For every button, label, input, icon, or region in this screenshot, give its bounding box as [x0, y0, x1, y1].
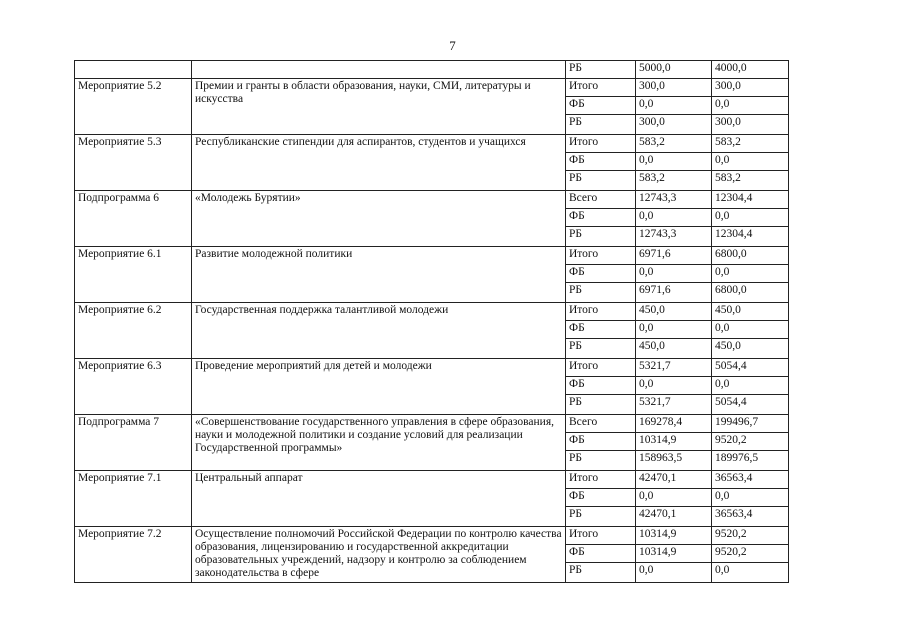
amount-cell-1: 450,0 — [636, 339, 712, 359]
amount-cell-2: 0,0 — [712, 209, 789, 227]
funding-source-cell: Итого — [566, 135, 636, 153]
amount-cell-2: 0,0 — [712, 321, 789, 339]
budget-table — [74, 60, 789, 583]
item-description-cell — [192, 61, 566, 79]
amount-cell-2: 5054,4 — [712, 359, 789, 377]
funding-source-cell: ФБ — [566, 209, 636, 227]
funding-source-cell: ФБ — [566, 489, 636, 507]
funding-source-cell: РБ — [566, 115, 636, 135]
item-description-cell: Проведение мероприятий для детей и молодежи — [192, 359, 566, 415]
item-name-cell: Мероприятие 6.3 — [75, 359, 192, 415]
table-row — [75, 191, 789, 209]
amount-cell-2: 5054,4 — [712, 395, 789, 415]
amount-cell-2: 0,0 — [712, 265, 789, 283]
item-description-cell: Государственная поддержка талантливой молодежи — [192, 303, 566, 359]
funding-source-cell: Итого — [566, 247, 636, 265]
funding-source-cell: Итого — [566, 359, 636, 377]
amount-cell-1: 583,2 — [636, 171, 712, 191]
amount-cell-1: 0,0 — [636, 377, 712, 395]
amount-cell-1: 300,0 — [636, 115, 712, 135]
funding-source-cell: Всего — [566, 191, 636, 209]
funding-source-cell: ФБ — [566, 433, 636, 451]
amount-cell-2: 12304,4 — [712, 191, 789, 209]
amount-cell-1: 10314,9 — [636, 433, 712, 451]
amount-cell-2: 9520,2 — [712, 527, 789, 545]
amount-cell-1: 5321,7 — [636, 359, 712, 377]
table-row — [75, 471, 789, 489]
amount-cell-2: 300,0 — [712, 115, 789, 135]
item-name-cell: Подпрограмма 6 — [75, 191, 192, 247]
table-row — [75, 527, 789, 545]
amount-cell-1: 0,0 — [636, 563, 712, 583]
funding-source-cell: Итого — [566, 527, 636, 545]
funding-source-cell: Итого — [566, 79, 636, 97]
amount-cell-1: 42470,1 — [636, 507, 712, 527]
amount-cell-1: 0,0 — [636, 321, 712, 339]
item-description-cell: Центральный аппарат — [192, 471, 566, 527]
item-name-cell: Мероприятие 7.1 — [75, 471, 192, 527]
item-description-cell: Республиканские стипендии для аспирантов, студентов и учащихся — [192, 135, 566, 191]
funding-source-cell: ФБ — [566, 545, 636, 563]
item-name-cell: Мероприятие 7.2 — [75, 527, 192, 583]
amount-cell-2: 4000,0 — [712, 61, 789, 79]
amount-cell-2: 450,0 — [712, 303, 789, 321]
funding-source-cell: РБ — [566, 339, 636, 359]
amount-cell-1: 450,0 — [636, 303, 712, 321]
funding-source-cell: РБ — [566, 563, 636, 583]
item-description-cell: Развитие молодежной политики — [192, 247, 566, 303]
item-name-cell: Подпрограмма 7 — [75, 415, 192, 471]
funding-source-cell: РБ — [566, 395, 636, 415]
funding-source-cell: РБ — [566, 227, 636, 247]
amount-cell-2: 0,0 — [712, 153, 789, 171]
item-description-cell: «Совершенствование государственного управления в сфере образования, науки и молодежной политики и создание условий для реализации Государственной программы» — [192, 415, 566, 471]
amount-cell-1: 0,0 — [636, 209, 712, 227]
amount-cell-1: 300,0 — [636, 79, 712, 97]
amount-cell-1: 12743,3 — [636, 191, 712, 209]
amount-cell-1: 158963,5 — [636, 451, 712, 471]
funding-source-cell: РБ — [566, 507, 636, 527]
amount-cell-1: 0,0 — [636, 97, 712, 115]
funding-source-cell: ФБ — [566, 97, 636, 115]
amount-cell-1: 10314,9 — [636, 527, 712, 545]
amount-cell-2: 9520,2 — [712, 433, 789, 451]
amount-cell-2: 583,2 — [712, 171, 789, 191]
table-row — [75, 61, 789, 79]
table-row — [75, 79, 789, 97]
funding-source-cell: Итого — [566, 471, 636, 489]
item-name-cell — [75, 61, 192, 79]
amount-cell-2: 0,0 — [712, 97, 789, 115]
amount-cell-1: 0,0 — [636, 489, 712, 507]
table-row — [75, 303, 789, 321]
amount-cell-1: 12743,3 — [636, 227, 712, 247]
amount-cell-1: 0,0 — [636, 153, 712, 171]
funding-source-cell: РБ — [566, 283, 636, 303]
amount-cell-2: 6800,0 — [712, 247, 789, 265]
amount-cell-1: 10314,9 — [636, 545, 712, 563]
funding-source-cell: РБ — [566, 61, 636, 79]
amount-cell-1: 5000,0 — [636, 61, 712, 79]
amount-cell-2: 6800,0 — [712, 283, 789, 303]
funding-source-cell: Итого — [566, 303, 636, 321]
amount-cell-2: 300,0 — [712, 79, 789, 97]
item-description-cell: Осуществление полномочий Российской Федерации по контролю качества образования, лицензированию и государственной аккредитации образовательных учреждений, надзору и контролю за соблюдением законодательства в сфере — [192, 527, 566, 583]
amount-cell-1: 169278,4 — [636, 415, 712, 433]
table-row — [75, 415, 789, 433]
amount-cell-2: 583,2 — [712, 135, 789, 153]
amount-cell-2: 0,0 — [712, 489, 789, 507]
amount-cell-2: 12304,4 — [712, 227, 789, 247]
amount-cell-1: 583,2 — [636, 135, 712, 153]
amount-cell-2: 0,0 — [712, 563, 789, 583]
item-description-cell: «Молодежь Бурятии» — [192, 191, 566, 247]
item-name-cell: Мероприятие 5.3 — [75, 135, 192, 191]
amount-cell-2: 0,0 — [712, 377, 789, 395]
funding-source-cell: Всего — [566, 415, 636, 433]
funding-source-cell: РБ — [566, 171, 636, 191]
item-name-cell: Мероприятие 5.2 — [75, 79, 192, 135]
amount-cell-1: 6971,6 — [636, 283, 712, 303]
amount-cell-2: 450,0 — [712, 339, 789, 359]
funding-source-cell: ФБ — [566, 377, 636, 395]
table-row — [75, 247, 789, 265]
funding-source-cell: ФБ — [566, 265, 636, 283]
amount-cell-2: 189976,5 — [712, 451, 789, 471]
item-name-cell: Мероприятие 6.2 — [75, 303, 192, 359]
funding-source-cell: РБ — [566, 451, 636, 471]
funding-source-cell: ФБ — [566, 153, 636, 171]
table-row — [75, 359, 789, 377]
amount-cell-1: 5321,7 — [636, 395, 712, 415]
amount-cell-2: 36563,4 — [712, 507, 789, 527]
amount-cell-1: 42470,1 — [636, 471, 712, 489]
amount-cell-2: 199496,7 — [712, 415, 789, 433]
amount-cell-1: 0,0 — [636, 265, 712, 283]
item-name-cell: Мероприятие 6.1 — [75, 247, 192, 303]
amount-cell-2: 9520,2 — [712, 545, 789, 563]
table-row — [75, 135, 789, 153]
amount-cell-1: 6971,6 — [636, 247, 712, 265]
funding-source-cell: ФБ — [566, 321, 636, 339]
page-number: 7 — [449, 38, 456, 53]
amount-cell-2: 36563,4 — [712, 471, 789, 489]
item-description-cell: Премии и гранты в области образования, науки, СМИ, литературы и искусства — [192, 79, 566, 135]
